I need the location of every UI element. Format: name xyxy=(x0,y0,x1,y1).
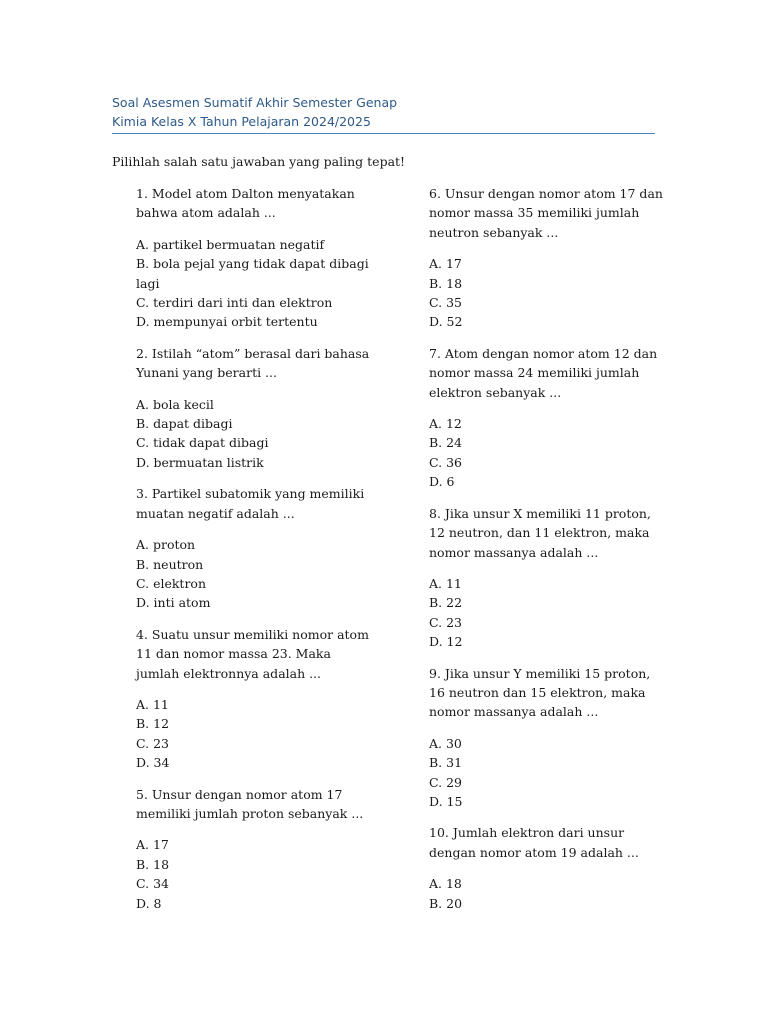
question-stem: 7. Atom dengan nomor atom 12 dan nomor massa 24 memiliki jumlah elektron sebanyak ... xyxy=(429,345,658,400)
instruction-text: Pilihlah salah satu jawaban yang paling tepat! xyxy=(112,154,406,169)
question-4 xyxy=(136,625,371,773)
answer-option: A. 11 xyxy=(429,575,462,591)
answer-option: B. 18 xyxy=(429,275,463,291)
question-stem: 8. Jika unsur X memiliki 11 proton, 12 neutron, dan 11 elektron, maka nomor massanya adalah ... xyxy=(429,505,651,560)
answer-option: D. 34 xyxy=(136,755,170,771)
question-5 xyxy=(136,785,371,913)
question-10 xyxy=(429,823,664,913)
header-divider xyxy=(112,133,655,134)
answer-option: B. 24 xyxy=(429,435,463,451)
question-2 xyxy=(136,344,371,472)
question-stem: 3. Partikel subatomik yang memiliki muatan negatif adalah ... xyxy=(136,486,365,521)
answer-option: C. 29 xyxy=(429,774,462,790)
answer-option: B. bola pejal yang tidak dapat dibagi lagi xyxy=(136,256,369,291)
question-8 xyxy=(429,504,664,652)
document-header xyxy=(112,93,655,131)
answer-option: C. 23 xyxy=(429,614,462,630)
question-stem: 1. Model atom Dalton menyatakan bahwa atom adalah ... xyxy=(136,186,355,221)
answer-option: C. 23 xyxy=(136,735,169,751)
answer-option: A. partikel bermuatan negatif xyxy=(136,236,325,252)
question-stem: 4. Suatu unsur memiliki nomor atom 11 dan nomor massa 23. Maka jumlah elektronnya adalah ... xyxy=(136,626,369,681)
answer-option: D. bermuatan listrik xyxy=(136,454,264,470)
answer-option: C. elektron xyxy=(136,575,207,591)
answer-option: D. 6 xyxy=(429,474,455,490)
answer-option: B. dapat dibagi xyxy=(136,416,233,432)
header-title-line-1: Soal Asesmen Sumatif Akhir Semester Genap xyxy=(112,95,398,110)
answer-option: D. inti atom xyxy=(136,595,211,611)
answer-option: B. 12 xyxy=(136,716,170,732)
answer-option: B. neutron xyxy=(136,556,204,572)
answer-option: B. 31 xyxy=(429,755,463,771)
question-stem: 2. Istilah “atom” berasal dari bahasa Yunani yang berarti ... xyxy=(136,345,370,381)
answer-option: A. 12 xyxy=(429,416,462,432)
answer-option: C. terdiri dari inti dan elektron xyxy=(136,295,333,311)
question-9 xyxy=(429,664,664,812)
answer-option: B. 20 xyxy=(429,895,463,911)
answer-option: C. 34 xyxy=(136,876,169,892)
answer-option: A. 11 xyxy=(136,696,169,712)
answer-option: C. 36 xyxy=(429,454,462,470)
answer-option: A. 17 xyxy=(136,837,169,853)
answer-option: B. 22 xyxy=(429,595,463,611)
question-stem: 5. Unsur dengan nomor atom 17 memiliki jumlah proton sebanyak ... xyxy=(136,786,364,821)
answer-option: C. 35 xyxy=(429,295,462,311)
question-3 xyxy=(136,484,371,612)
answer-option: C. tidak dapat dibagi xyxy=(136,435,269,451)
question-7 xyxy=(429,344,664,492)
question-column-left xyxy=(136,184,371,925)
answer-option: A. 18 xyxy=(429,876,462,892)
answer-option: A. bola kecil xyxy=(136,396,214,412)
question-stem: 10. Jumlah elektron dari unsur dengan nomor atom 19 adalah ... xyxy=(429,825,639,860)
answer-option: D. 8 xyxy=(136,895,162,911)
answer-option: D. mempunyai orbit tertentu xyxy=(136,314,318,330)
answer-option: D. 15 xyxy=(429,793,463,809)
question-1 xyxy=(136,184,371,332)
answer-option: A. 17 xyxy=(429,256,462,272)
header-title-line-2: Kimia Kelas X Tahun Pelajaran 2024/2025 xyxy=(112,114,371,129)
question-stem: 9. Jika unsur Y memiliki 15 proton, 16 neutron dan 15 elektron, maka nomor massanya adalah ... xyxy=(429,665,651,720)
answer-option: D. 12 xyxy=(429,634,463,650)
question-stem: 6. Unsur dengan nomor atom 17 dan nomor massa 35 memiliki jumlah neutron sebanyak ... xyxy=(429,186,663,240)
question-6 xyxy=(429,184,664,332)
answer-option: D. 52 xyxy=(429,314,463,330)
question-column-right xyxy=(429,184,664,925)
answer-option: A. 30 xyxy=(429,735,462,751)
answer-option: B. 18 xyxy=(136,856,170,872)
answer-option: A. proton xyxy=(136,537,196,553)
